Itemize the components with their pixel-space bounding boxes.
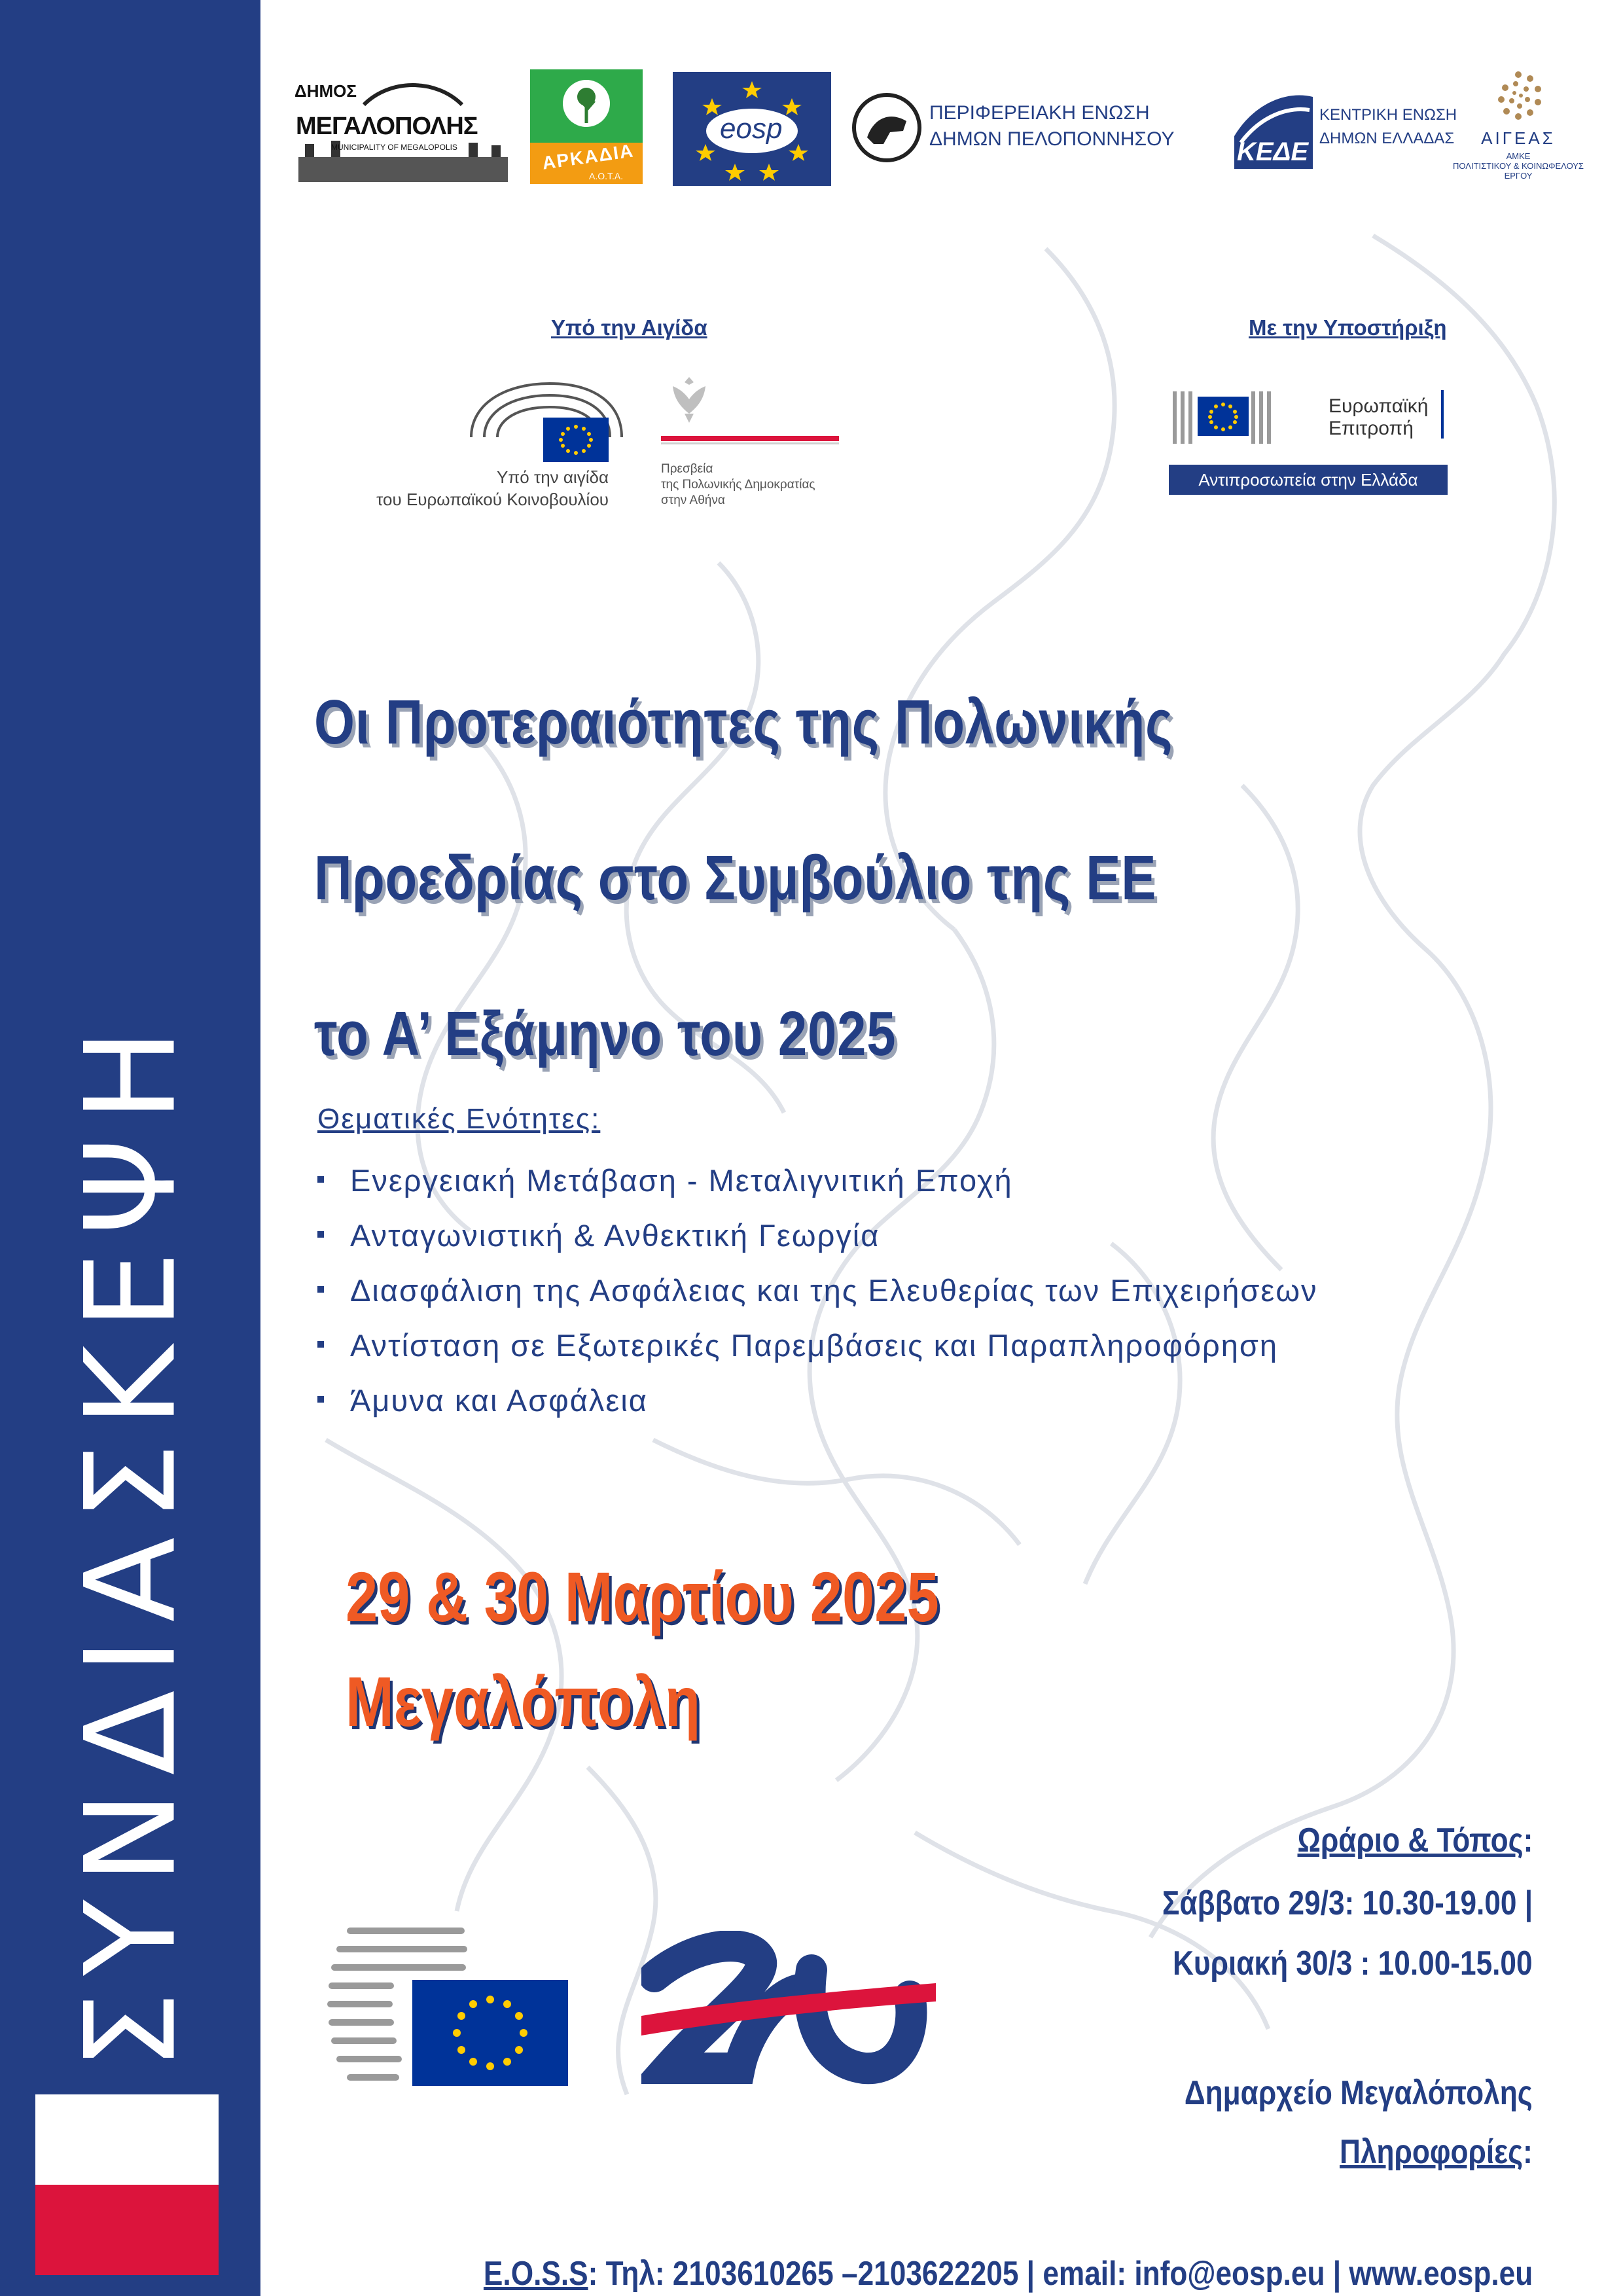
peloponnisos-line1: ΠΕΡΙΦΕΡΕΙΑΚΗ ΕΝΩΣΗ (929, 102, 1150, 124)
polish-presidency-logo (641, 1931, 936, 2094)
support-label: Με την Υποστήριξη (1249, 315, 1447, 340)
megalopoli-municipality-logo (292, 72, 514, 187)
aigeas-line2: ΠΟΛΙΤΙΣΤΙΚΟΥ & ΚΟΙΝΩΦΕΛΟΥΣ (1453, 161, 1584, 171)
title-line-2: Προεδρίας στο Συμβούλιο της ΕΕ (314, 843, 1157, 913)
commission-band: Αντιπροσωπεία στην Ελλάδα (1169, 465, 1448, 495)
info-heading-text: Πληροφορίες (1340, 2133, 1524, 2171)
spiral-icon (1492, 68, 1544, 127)
arkadia-sub: Α.Ο.Τ.Α. (589, 171, 624, 181)
megalopoli-line2: ΜΕΓΑΛΟΠΟΛΗΣ (296, 113, 478, 140)
event-date: 29 & 30 Μαρτίου 2025 (346, 1557, 939, 1636)
footer-org: E.O.S.S (483, 2255, 588, 2293)
aigeas-line3: ΕΡΓΟΥ (1504, 171, 1533, 181)
schedule-venue: Δημαρχείο Μεγαλόπολης (1185, 2074, 1533, 2112)
aigeas-name: ΑΙΓΕΑΣ (1481, 128, 1556, 148)
parliament-line1: Υπό την αιγίδα (496, 467, 609, 487)
aegis-label: Υπό την Αιγίδα (551, 315, 707, 340)
polish-flag (35, 2094, 219, 2275)
event-date-place (346, 1545, 939, 1754)
embassy-line1: Πρεσβεία (661, 462, 713, 476)
title-line-1: Οι Προτεραιότητες της Πολωνικής (314, 687, 1173, 757)
conference-vertical-title: ΣΥΝΔΙΑΣΚΕΨΗ (58, 1013, 204, 2070)
main-title (314, 645, 1346, 1112)
schedule-sunday: Κυριακή 30/3 : 10.00-15.00 (1173, 1945, 1533, 1982)
commission-line2: Επιτροπή (1329, 418, 1414, 439)
parliament-line2: του Ευρωπαϊκού Κοινοβουλίου (376, 490, 609, 509)
megalopoli-line1: ΔΗΜΟΣ (294, 81, 357, 101)
theme-item: Ανταγωνιστική & Ανθεκτική Γεωργία (317, 1208, 1318, 1263)
theme-item: Άμυνα και Ασφάλεια (317, 1373, 1318, 1428)
berlaymont-icon (1173, 385, 1277, 450)
sidebar-band (0, 0, 260, 2296)
kede-logo (1234, 90, 1470, 169)
theme-item: Διασφάλιση της Ασφάλειας και της Ελευθερίας των Επιχειρήσεων (317, 1263, 1318, 1318)
european-parliament-logo (340, 378, 609, 509)
footer-contact: : Τηλ: 2103610265 –2103622205 | email: info@eosp.eu | www.eosp.eu (588, 2255, 1533, 2293)
info-heading: Πληροφορίες: (1340, 2133, 1533, 2171)
themes-list (317, 1153, 1318, 1428)
arkadia-name: ΑΡΚΑΔΙΑ (541, 140, 635, 173)
european-commission-logo (1166, 352, 1454, 503)
commission-line1: Ευρωπαϊκή (1329, 395, 1429, 417)
peloponnisos-line2: ΔΗΜΩΝ ΠΕΛΟΠΟΝΝΗΣΟΥ (929, 128, 1175, 150)
embassy-line2: της Πολωνικής Δημοκρατίας (661, 478, 815, 492)
arkadia-logo (530, 69, 643, 184)
schedule-heading-text: Ωράριο & Τόπος (1297, 1821, 1524, 1859)
kede-line1: ΚΕΝΤΡΙΚΗ ΕΝΩΣΗ (1319, 106, 1457, 124)
schedule-saturday: Σάββατο 29/3: 10.30-19.00 | (1162, 1884, 1533, 1922)
eu-flag-icon (543, 418, 609, 462)
title-line-3: το Α’ Εξάμηνο του 2025 (314, 999, 897, 1069)
aigeas-logo (1440, 68, 1597, 212)
polish-presidency-icon (641, 1931, 936, 2094)
theme-item: Ενεργειακή Μετάβαση - Μεταλιγνιτική Εποχή (317, 1153, 1318, 1208)
megalopoli-line3: MUNICIPALITY OF MEGALOPOLIS (331, 143, 457, 152)
contact-footer (484, 2254, 1533, 2293)
kede-line2: ΔΗΜΩΝ ΕΛΛΑΔΑΣ (1319, 130, 1455, 147)
eosp-logo (673, 72, 831, 186)
eosp-name: eosp (720, 113, 783, 145)
event-place: Μεγαλόπολη (346, 1662, 701, 1741)
polish-embassy-logo (641, 359, 867, 534)
peloponnisos-union-logo (851, 92, 1204, 164)
themes-heading: Θεματικές Ενότητες: (317, 1103, 601, 1135)
council-eu-logo (327, 1914, 576, 2124)
aigeas-line1: ΑΜΚΕ (1506, 151, 1531, 161)
kede-abbr: ΚΕΔΕ (1237, 137, 1309, 166)
theme-item: Αντίσταση σε Εξωτερικές Παρεμβάσεις και Παραπληροφόρηση (317, 1318, 1318, 1373)
polish-eagle-icon (666, 373, 712, 425)
embassy-line3: στην Αθήνα (661, 493, 725, 507)
ancient-coin-icon (851, 92, 923, 164)
schedule-heading: Ωράριο & Τόπος: (1297, 1821, 1533, 1859)
tree-icon (560, 77, 613, 136)
council-eu-icon (327, 1914, 576, 2124)
